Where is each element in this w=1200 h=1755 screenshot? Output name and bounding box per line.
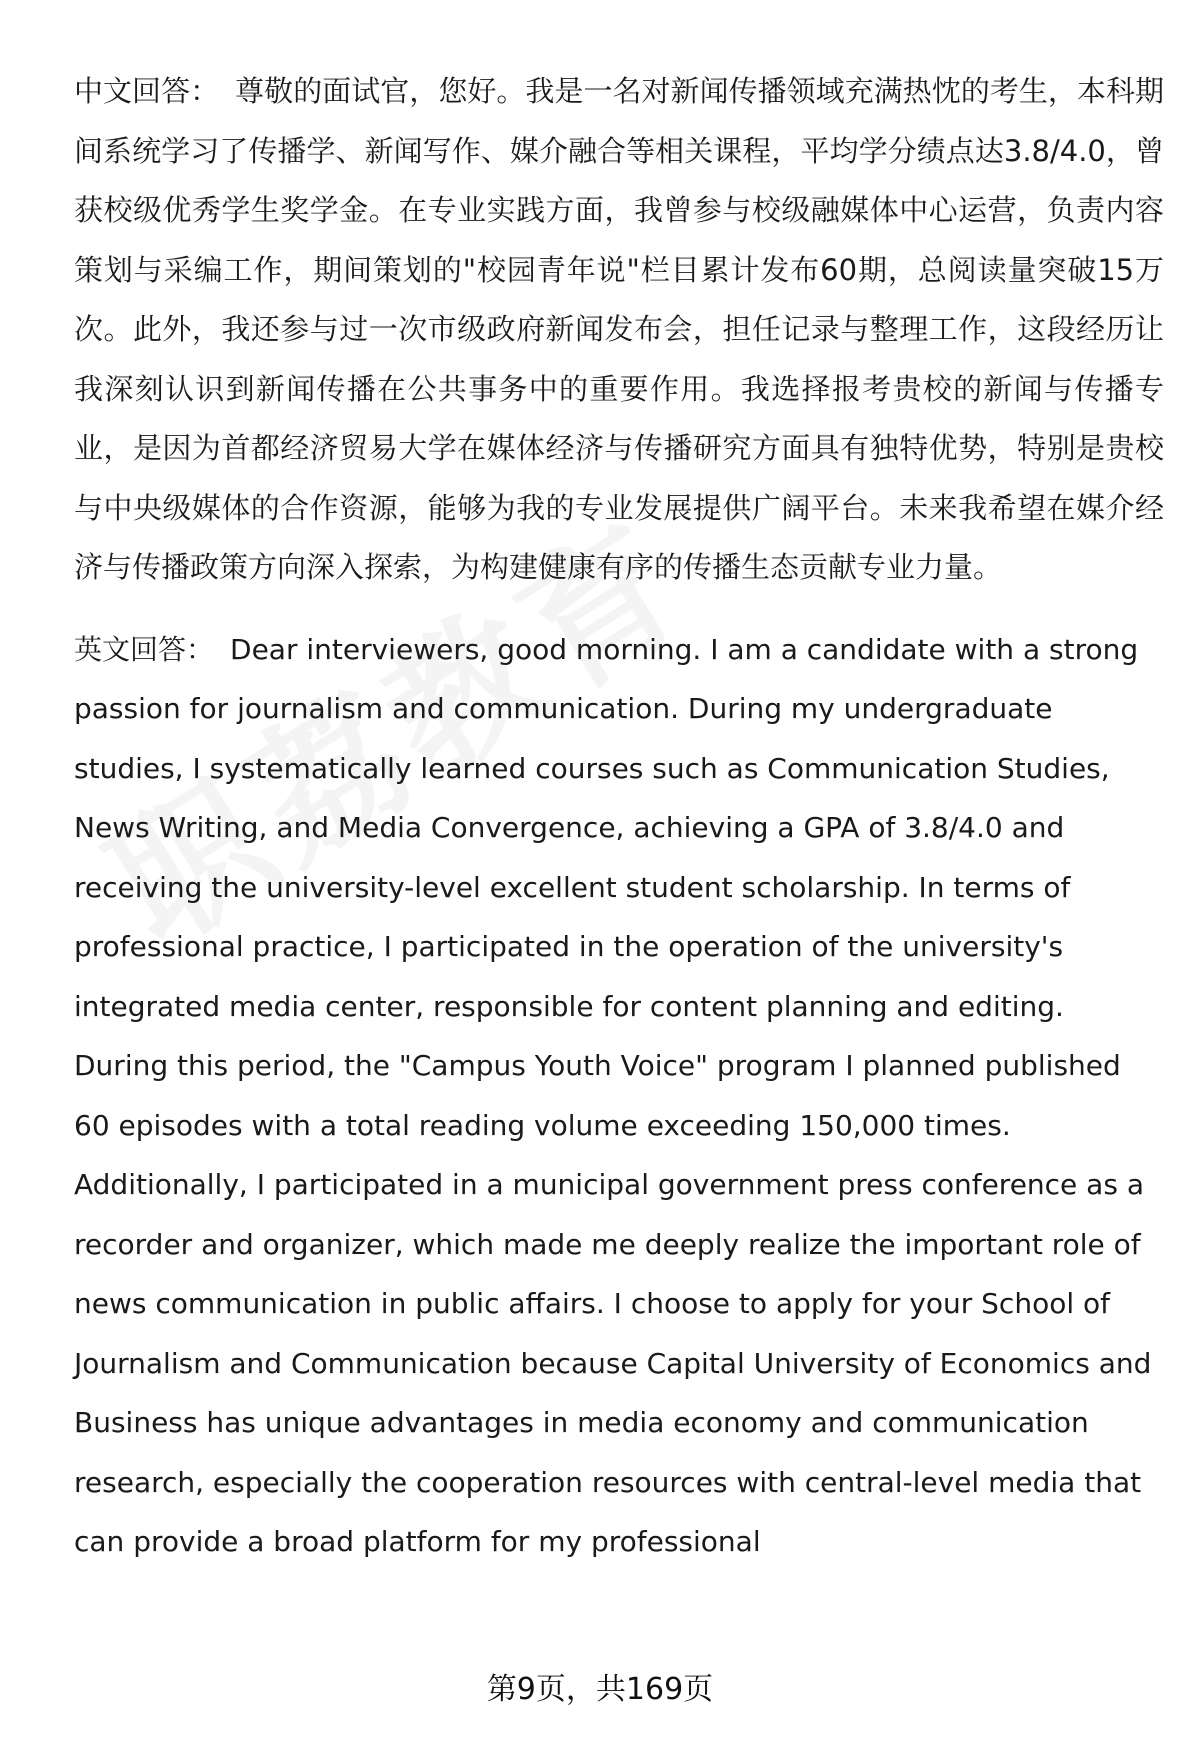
chinese-answer-paragraph [74,62,1164,598]
chinese-answer-label: 中文回答： [74,74,220,108]
english-answer-label: 英文回答： [74,632,215,666]
page-number-footer: 第9页，共169页 [486,1672,714,1707]
answer-content [74,62,1164,1594]
chinese-answer-text: 尊敬的面试官，您好。我是一名对新闻传播领域充满热忱的考生，本科期间系统学习了传播学、新闻写作、媒介融合等相关课程，平均学分绩点达3.8/4.0，曾获校级优秀学生奖学金。在专业实践方面，我曾参与校级融媒体中心运营，负责内容策划与采编工作，期间策划的"校园青年说"栏目累计发布60期，总阅读量突破15万次。此外，我还参与过一次市级政府新闻发布会，担任记录与整理工作，这段经历让我深刻认识到新闻传播在公共事务中的重要作用。我选择报考贵校的新闻与传播专业，是因为首都经济贸易大学在媒体经济与传播研究方面具有独特优势，特别是贵校与中央级媒体的合作资源，能够为我的专业发展提供广阔平台。未来我希望在媒介经济与传播政策方向深入探索，为构建健康有序的传播生态贡献专业力量。 [74,74,1164,584]
english-answer-paragraph [74,620,1164,1572]
english-answer-text: Dear interviewers, good morning. I am a candidate with a strong passion for journalism and communication. During my undergraduate studies, I systematically learned courses such as Communication Studies, News Writing, and Media Convergence, achieving a GPA of 3.8/4.0 and receiving the university-level excellent student scholarship. In terms of professional practice, I participated in the operation of the university's integrated media center, responsible for content planning and editing. During this period, the "Campus Youth Voice" program I planned published 60 episodes with a total reading volume exceeding 150,000 times. Additionally, I participated in a municipal government press conference as a recorder and organizer, which made me deeply realize the important role of news communication in public affairs. I choose to apply for your School of Journalism and Communication because Capital University of Economics and Business has unique advantages in media economy and communication research, especially the cooperation resources with central-level media that can provide a broad platform for my professional [74,632,1152,1558]
